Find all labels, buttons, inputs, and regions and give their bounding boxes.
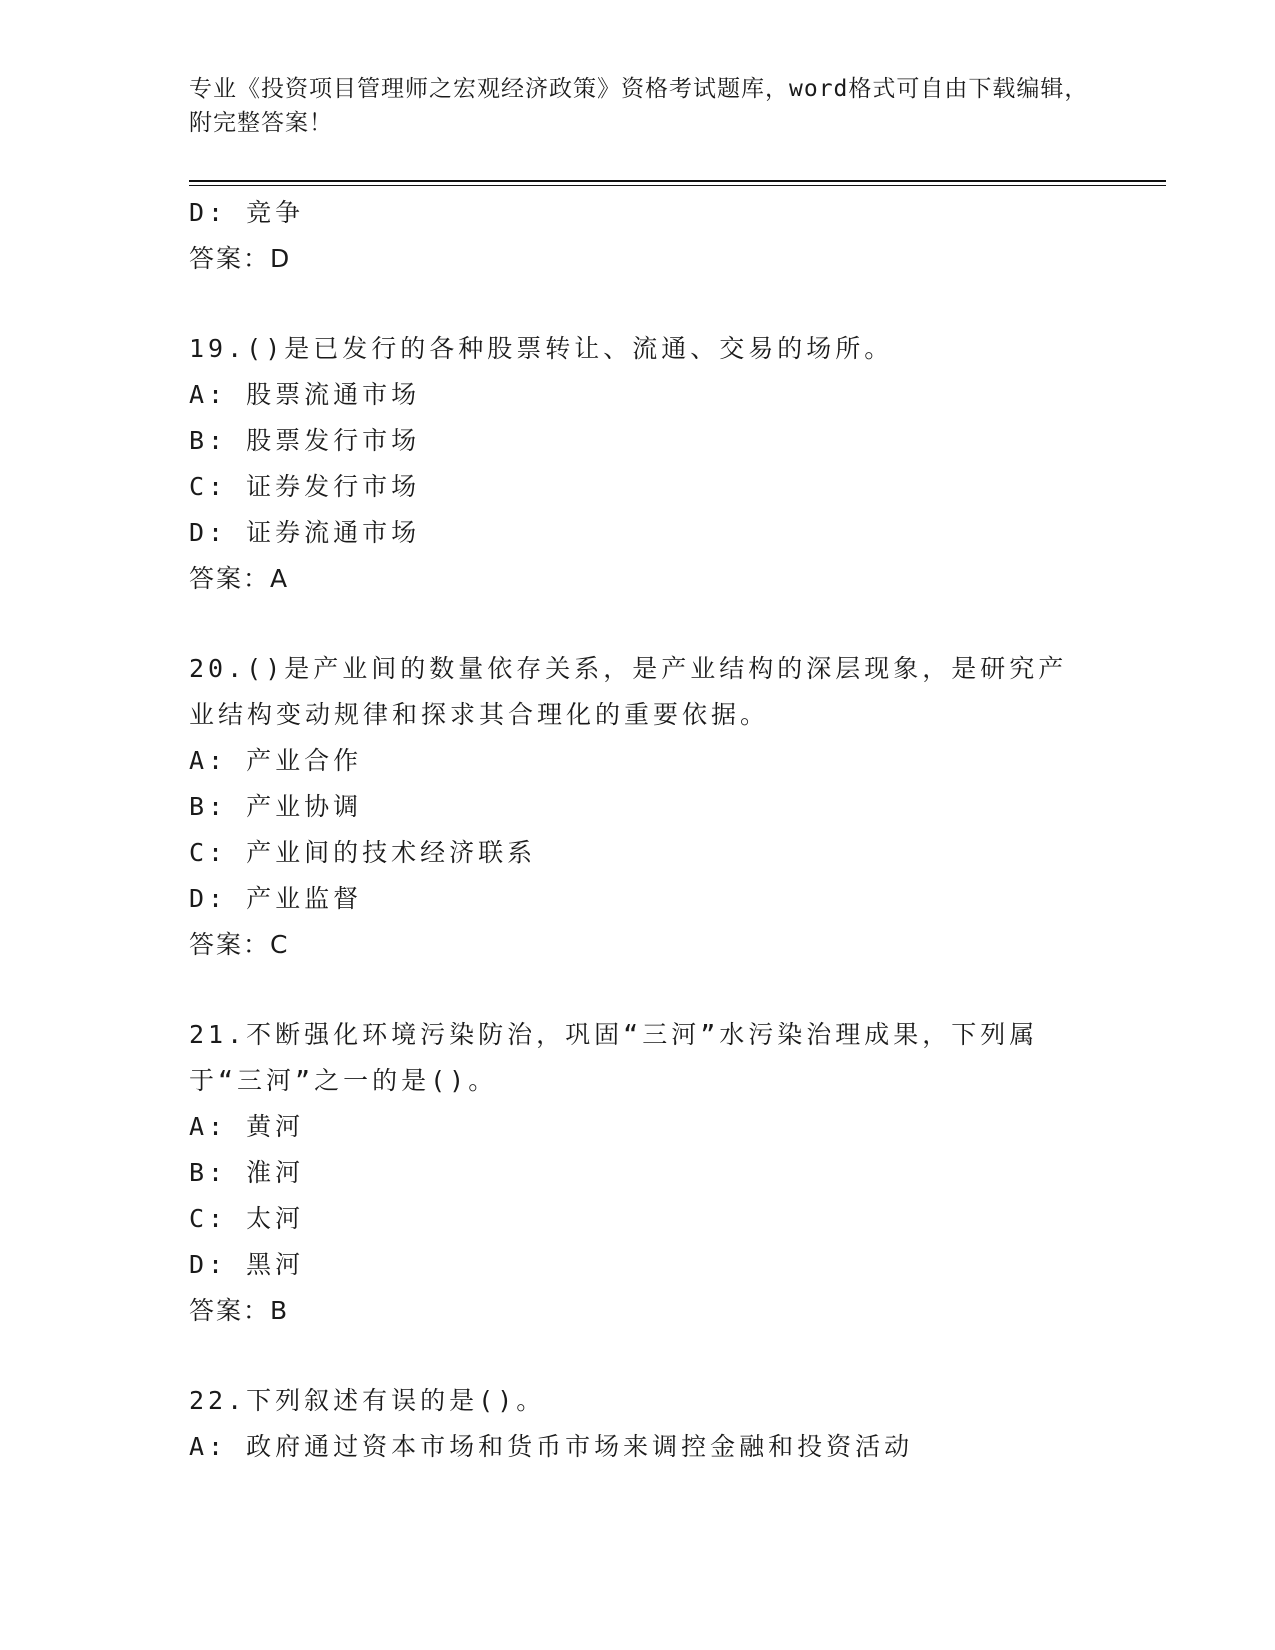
option-d: D: 黑河 — [189, 1250, 305, 1279]
question-19 — [189, 326, 1089, 602]
option-d: D: 竞争 — [189, 198, 305, 227]
question-stem: 19.()是已发行的各种股票转让、流通、交易的场所。 — [189, 334, 894, 363]
answer-line: 答案：D — [189, 244, 292, 273]
option-a: A: 黄河 — [189, 1112, 305, 1141]
option-a: A: 政府通过资本市场和货币市场来调控金融和投资活动 — [189, 1432, 914, 1461]
answer-line: 答案：B — [189, 1296, 290, 1325]
option-c: C: 太河 — [189, 1204, 305, 1233]
header-divider-thick — [189, 180, 1166, 182]
question-21 — [189, 1012, 1089, 1334]
question-stem: 21.不断强化环境污染防治，巩固“三河”水污染治理成果，下列属于“三河”之一的是()。 — [189, 1020, 1039, 1095]
answer-line: 答案：A — [189, 564, 290, 593]
option-a: A: 产业合作 — [189, 746, 363, 775]
option-c: C: 产业间的技术经济联系 — [189, 838, 537, 867]
option-b: B: 产业协调 — [189, 792, 363, 821]
option-a: A: 股票流通市场 — [189, 380, 421, 409]
option-c: C: 证券发行市场 — [189, 472, 421, 501]
question-stem: 20.()是产业间的数量依存关系，是产业结构的深层现象，是研究产业结构变动规律和探求其合理化的重要依据。 — [189, 654, 1068, 729]
question-list — [189, 190, 1089, 1470]
question-20 — [189, 646, 1089, 968]
question-22 — [189, 1378, 1089, 1470]
answer-line: 答案：C — [189, 930, 290, 959]
option-b: B: 淮河 — [189, 1158, 305, 1187]
previous-question-tail — [189, 190, 1089, 282]
option-d: D: 产业监督 — [189, 884, 363, 913]
option-b: B: 股票发行市场 — [189, 426, 421, 455]
document-header — [189, 72, 1089, 140]
header-divider-thin — [189, 185, 1166, 186]
header-text: 专业《投资项目管理师之宏观经济政策》资格考试题库，word格式可自由下载编辑，附完整答案！ — [189, 76, 1089, 136]
question-stem: 22.下列叙述有误的是()。 — [189, 1386, 546, 1415]
option-d: D: 证券流通市场 — [189, 518, 421, 547]
